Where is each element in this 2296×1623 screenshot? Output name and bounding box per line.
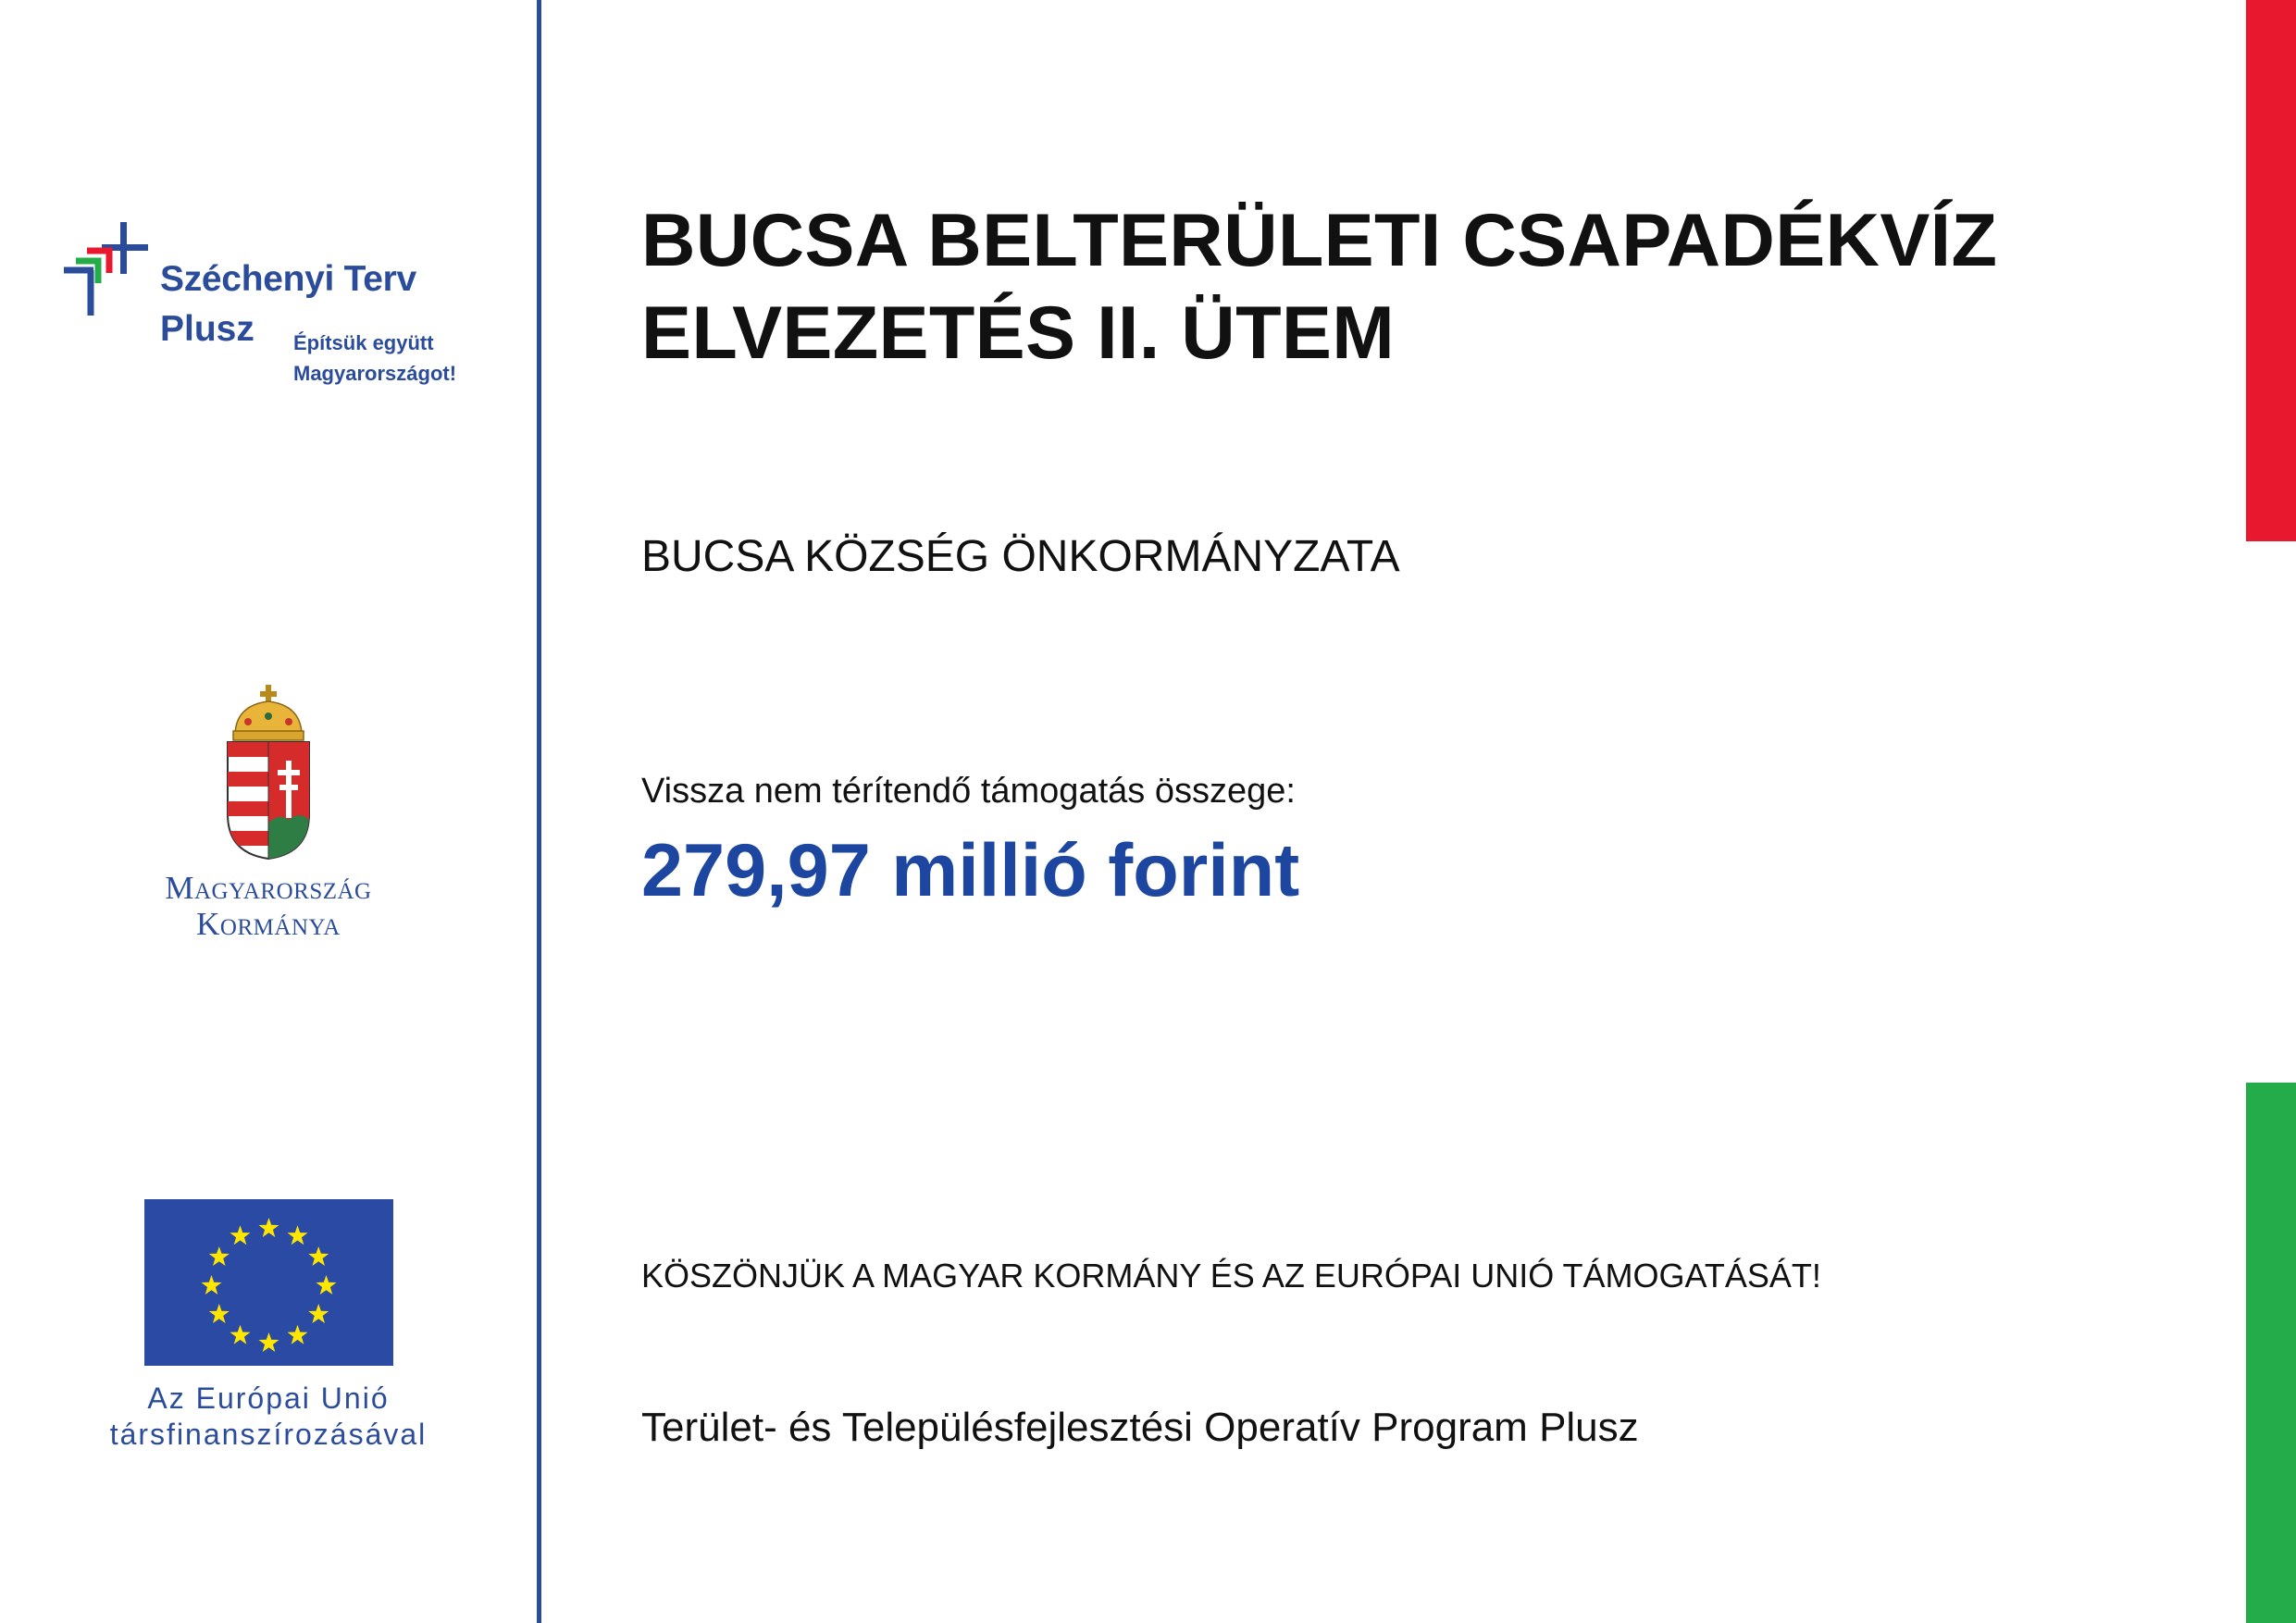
project-title-line1: BUCSA BELTERÜLETI CSAPADÉKVÍZ	[641, 199, 1998, 282]
government-line1: Magyarország	[165, 870, 372, 906]
hungarian-coat-of-arms	[222, 685, 315, 861]
support-amount: 279,97 millió forint	[641, 829, 1300, 912]
flag-stripe-green	[2246, 1083, 2296, 1623]
szechenyi-slogan	[293, 328, 456, 389]
eu-label	[65, 1381, 472, 1453]
vertical-divider	[537, 0, 541, 1623]
thanks-text: KÖSZÖNJÜK A MAGYAR KORMÁNY ÉS AZ EURÓPAI UNIÓ TÁMOGATÁSÁT!	[641, 1257, 1821, 1295]
beneficiary-name: BUCSA KÖZSÉG ÖNKORMÁNYZATA	[641, 532, 1400, 581]
government-line2: Kormánya	[196, 906, 341, 942]
eu-stars	[144, 1199, 393, 1366]
eu-flag-icon	[144, 1199, 393, 1366]
szechenyi-logo	[61, 213, 496, 398]
szechenyi-slogan-line2: Magyarországot!	[293, 362, 457, 385]
project-title	[641, 194, 2215, 379]
szechenyi-slogan-line1: Építsük együtt	[293, 331, 434, 354]
flag-stripe-red	[2246, 0, 2296, 541]
szechenyi-plusz: Plusz	[160, 309, 254, 349]
program-name: Terület- és Településfejlesztési Operatív Program Plusz	[641, 1405, 1639, 1450]
support-label: Vissza nem térítendő támogatás összege:	[641, 772, 1296, 811]
government-label	[93, 870, 444, 942]
project-title-line2: ELVEZETÉS II. ÜTEM	[641, 291, 1395, 375]
eu-line2: társfinanszírozásával	[109, 1418, 428, 1451]
szechenyi-plus-icon	[61, 217, 163, 319]
szechenyi-title: Széchenyi Terv	[160, 259, 416, 299]
eu-line1: Az Európai Unió	[147, 1381, 390, 1415]
